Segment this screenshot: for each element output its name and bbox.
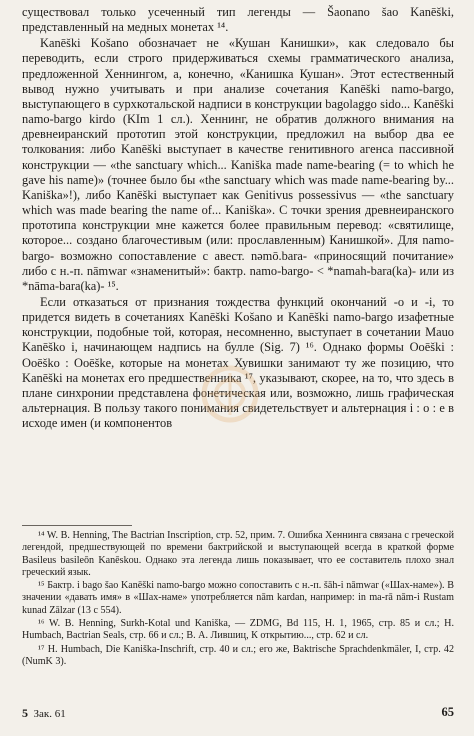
footnote-16: ¹⁶ W. B. Henning, Surkh-Kotal und Kaniška, — ZDMG, Bd 115, H. 1, 1965, стр. 85 и сл.; H. Humbach, Bactrian Seals, стр. 66 и сл.; В. А. Лившиц, К открытию..., стр. 62 и сл. bbox=[22, 618, 454, 642]
paragraph-alternation: Если отказаться от признания тождества функций окончаний -o и -i, то придется видеть в сочетаниях Kanēški Košano и Kanēški namo-bargo изафетные конструкции, подобные той, которая, несомненно, выступает в сочетании Mauo Kanēško i, начинающем надпись на булле (Sig. 7) ¹⁶. Однако формы Ooēški : Ooēško : Ooēške, которые на монетах Хувишки занимают ту же позицию, что Kanēški на монетах его предшественника ¹⁷, указывают, скорее, на то, что здесь в плане синхронии представлена фонетическая или, возможно, лишь графическая альтернация. В пользу такого понимания свидетельствует и альтернация i : o : e в исходе имен (и компонентов bbox=[22, 294, 454, 431]
footnotes bbox=[22, 530, 454, 669]
paragraph-continued: существовал только усеченный тип легенды — Šaonano šao Kanēški, представленный на медных монетах ¹⁴. bbox=[22, 5, 454, 35]
paragraph-kaneski: Kanēški Košano обозначает не «Кушан Канишки», как следовало бы переводить, если строго придерживаться схемы грамматического анализа, предложенной Хеннингом, а, конечно, «Канишка Кушан». Этот естественный вывод нужно учитывать и при анализе сочетания Kanēški namo-bargo, выступающего в сурхкотальской надписи в конструкции bagolaggo sido... Kanēški namo-bargo kirdo (KIm 1 сл.). Хеннинг, не обратив должного внимания на древнеиранский прототип этой конструкции, предложил на выбор два ее толкования: либо Kanēški выступает в качестве генитивного агенса пассивной конструкции — «the sanctuary which... Kaniška made name-bearing (= to which he gave his name)» (точнее было бы «the sanctuary which was made name-bearing by... Kaniška»!), либо Kanēški выступает как Genitivus possessivus — «the sanctuary which was made bearing the name of... Kaniška». С точки зрения древнеиранского прототипа конструкции мне кажется более правильным перевод: «святилище, которое... создано благочестивым (или: прославленным) Канишкой». Для namo-bargo- возможно сопоставление с авест. nəmō.bara- «приносящий почитание» либо с н.-п. nāmwar «знаменитый»: бактр. namo-bargo- < *namah-bara(ka)- или из *nāma-bara(ka)- ¹⁵. bbox=[22, 36, 454, 293]
footnote-15: ¹⁵ Бактр. i bago šao Kanēški namo-bargo можно сопоставить с н.-п. šāh-i nāmwar («Шах-наме»). В значении «давать имя» в «Шах-наме» употребляется nām kardan, например: in ma-rā nām-i Rustam kunad Zālzar (13 с 554). bbox=[22, 580, 454, 616]
main-text bbox=[22, 5, 454, 431]
printer-signature: 5 Зак. 61 bbox=[22, 706, 66, 720]
footnote-rule bbox=[22, 525, 132, 526]
footnote-17: ¹⁷ H. Humbach, Die Kaniška-Inschrift, стр. 40 и сл.; его же, Baktrische Sprachdenkmäler, I, стр. 42 (NumK 3). bbox=[22, 643, 454, 667]
page-number: 65 bbox=[441, 705, 454, 719]
footnote-14: ¹⁴ W. B. Henning, The Bactrian Inscription, стр. 52, прим. 7. Ошибка Хеннинга связана с греческой легендой, предшествующей по времени бактрийской и выступающей всегда в краткой форме Basileus basileōn Kanēskou. Однако эта легенда лишь показывает, что ее составитель плохо знал греческий язык. bbox=[22, 530, 454, 578]
